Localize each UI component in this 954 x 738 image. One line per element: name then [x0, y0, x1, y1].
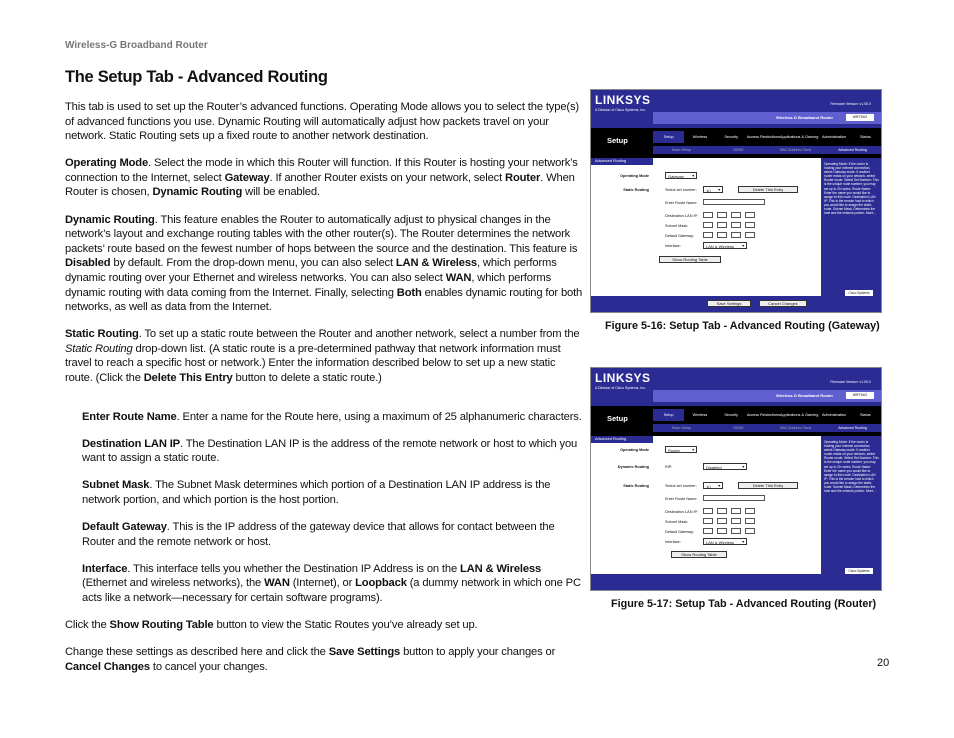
rip-select[interactable]: Disabled ▼: [703, 463, 747, 470]
cisco-logo: Cisco Systems: [845, 290, 873, 296]
screenshot-gateway: [590, 89, 882, 313]
page-title: The Setup Tab - Advanced Routing: [65, 68, 328, 86]
tab-wireless[interactable]: Wireless: [692, 413, 708, 417]
linksys-logo: LINKSYS: [595, 371, 651, 385]
dynamic-routing-paragraph: Dynamic Routing. This feature enables the Router to automatically adjust to physical changes in the network’s layout and exchange routing tables with the other router(s). The Router determines the network packets’ route based on the fewest number of hops between the source and the destination. This feature is Disabled by default. From the drop-down menu, you can also select LAN & Wireless, which performs dynamic routing over your Ethernet and wireless networks. You can also select WAN, which performs dynamic routing with data coming from the Internet. Finally, selecting Both enables dynamic routing for both networks, as well as data from the Internet.: [65, 213, 583, 314]
label-gateway: Default Gateway:: [665, 234, 695, 238]
tab-status[interactable]: Status: [859, 135, 871, 139]
tab-status[interactable]: Status: [859, 413, 871, 417]
show-routing-table-button[interactable]: Show Routing Table: [659, 256, 721, 263]
logo-subtitle: A Division of Cisco Systems, Inc.: [595, 108, 646, 112]
tab-setup[interactable]: Setup: [653, 131, 684, 143]
main-tabs: [653, 409, 881, 421]
subnet-octet[interactable]: [731, 518, 741, 524]
label-interface: Interface:: [665, 540, 681, 544]
help-text: Operating Mode: If the router is hosting your Internet connection, select Gateway mode. If another router exists on your network, select Router mode. Select Set Number: This is the unique route number, you may set up to 20 routes. Route Name: Enter the name you would like to assign to this route. Destination LAN IP: This is the remote host to which you would like to assign the static route. Subnet Mask: Determines the host and the network portion. More...: [824, 162, 879, 216]
route-name-input[interactable]: [703, 199, 765, 205]
dest-ip-octet[interactable]: [717, 508, 727, 514]
intro-paragraph: This tab is used to set up the Router’s advanced functions. Operating Mode allows you to select the type(s) of advanced functions you use. Dynamic Routing will automatically adjust how packets travel on your network. Static Routing sets up a fixed route to another network destination.: [65, 101, 579, 143]
label-interface: Interface:: [665, 244, 681, 248]
tab-wireless[interactable]: Wireless: [692, 135, 708, 139]
dest-ip-octet[interactable]: [703, 212, 713, 218]
subnet-octet[interactable]: [717, 518, 727, 524]
set-number-select[interactable]: 1() ▼: [703, 186, 723, 193]
linksys-logo: LINKSYS: [595, 93, 651, 107]
subtab-ddns[interactable]: DDNS: [733, 148, 744, 152]
change-settings-paragraph: Change these settings as described here and click the Save Settings button to apply your changes or Cancel Changes to cancel your changes.: [65, 646, 556, 673]
subnet-octet[interactable]: [703, 222, 713, 228]
destination-ip-paragraph: Destination LAN IP. The Destination LAN IP is the address of the remote network or host to which you want to assign a static route.: [82, 437, 578, 465]
tab-apps[interactable]: Applications & Gaming: [779, 413, 819, 417]
interface-paragraph: Interface. This interface tells you whether the Destination IP Address is on the LAN & Wireless (Ethernet and wireless networks), the WAN (Internet), or Loopback (a dummy network in which one PC acts like a network—necessary for certain software programs).: [82, 562, 581, 604]
delete-entry-button[interactable]: Delete This Entry: [738, 186, 798, 193]
help-text: Operating Mode: If the router is hosting your Internet connection, select Gateway mode. If another router exists on your network, select Router mode. Select Set Number: This is the unique route number, you may set up to 20 routes. Route Name: Enter the name you would like to assign to this route. Destination LAN IP: This is the remote host to which you would like to assign the static route. Subnet Mask: Determines the host and the network portion. More...: [824, 440, 879, 494]
tab-security[interactable]: Security: [724, 135, 739, 139]
gateway-octet[interactable]: [717, 528, 727, 534]
dest-ip-octet[interactable]: [731, 508, 741, 514]
subtab-advanced[interactable]: Advanced Routing: [838, 426, 867, 430]
tab-access[interactable]: Access Restrictions: [746, 135, 780, 139]
subnet-octet[interactable]: [703, 518, 713, 524]
subtab-basic[interactable]: Basic Setup: [672, 426, 691, 430]
label-gateway: Default Gateway:: [665, 530, 695, 534]
label-route-name: Enter Route Name:: [665, 497, 698, 501]
label-operating-mode: Operating Mode: [620, 174, 649, 178]
label-set-number: Select set number:: [665, 484, 697, 488]
tab-access[interactable]: Access Restrictions: [746, 413, 780, 417]
interface-select[interactable]: LAN & Wireless ▼: [703, 242, 747, 249]
gateway-octet[interactable]: [703, 232, 713, 238]
subnet-mask-paragraph: Subnet Mask. The Subnet Mask determines which portion of a Destination LAN IP address is the network portion, and which portion is the host portion.: [82, 479, 551, 506]
tab-admin[interactable]: Administration: [822, 135, 847, 139]
section-title: Setup: [607, 414, 628, 423]
model-badge: WRT54G: [846, 392, 874, 399]
label-dest-ip: Destination LAN IP:: [665, 214, 699, 218]
default-gateway-paragraph: Default Gateway. This is the IP address of the gateway device that allows for contact between the Router and the remote network or host.: [82, 521, 555, 548]
dest-ip-octet[interactable]: [703, 508, 713, 514]
label-subnet: Subnet Mask:: [665, 520, 689, 524]
dest-ip-octet[interactable]: [731, 212, 741, 218]
body-text: [65, 100, 585, 687]
dest-ip-octet[interactable]: [745, 212, 755, 218]
subnet-octet[interactable]: [717, 222, 727, 228]
subtab-basic[interactable]: Basic Setup: [672, 148, 691, 152]
screenshot-router: [590, 367, 882, 591]
label-dynamic-routing: Dynamic Routing: [617, 465, 649, 469]
left-title: Advanced Routing: [591, 158, 653, 165]
static-routing-paragraph: Static Routing. To set up a static route between the Router and another network, select a number from the Static Routing drop-down list. (A static route is a pre-determined pathway that network information must travel to reach a specific host or network.) Enter the information described below to set up a new static route. (Click the Delete This Entry button to delete a static route.): [65, 328, 580, 384]
cancel-changes-button[interactable]: Cancel Changes: [759, 300, 807, 307]
firmware-version: Firmware Version: v1.00.0: [830, 380, 871, 384]
subtab-mac[interactable]: MAC Address Clone: [779, 426, 812, 430]
interface-select[interactable]: LAN & Wireless ▼: [703, 538, 747, 545]
operating-mode-select[interactable]: Router ▼: [665, 446, 697, 453]
operating-mode-paragraph: Operating Mode. Select the mode in which this Router will function. If this Router is hosting your network’s connection to the Internet, select Gateway. If another Router exists on your network, select Router. When Router is chosen, Dynamic Routing will be enabled.: [65, 157, 578, 199]
gateway-octet[interactable]: [745, 528, 755, 534]
gateway-octet[interactable]: [731, 528, 741, 534]
subnet-octet[interactable]: [731, 222, 741, 228]
cisco-logo: Cisco Systems: [845, 568, 873, 574]
label-static-routing: Static Routing: [623, 188, 649, 192]
main-tabs: [653, 131, 881, 143]
label-operating-mode: Operating Mode: [620, 448, 649, 452]
label-set-number: Select set number:: [665, 188, 697, 192]
tab-setup[interactable]: Setup: [653, 409, 684, 421]
set-number-select[interactable]: 1() ▼: [703, 482, 723, 489]
subtab-advanced[interactable]: Advanced Routing: [838, 148, 867, 152]
page-number: 20: [877, 657, 890, 669]
subtab-mac[interactable]: MAC Address Clone: [779, 148, 812, 152]
product-name: Wireless-G Broadband Router: [776, 393, 834, 398]
tab-security[interactable]: Security: [724, 413, 739, 417]
sub-tabs: [653, 424, 881, 432]
subtab-ddns[interactable]: DDNS: [733, 426, 744, 430]
tab-admin[interactable]: Administration: [822, 413, 847, 417]
label-static-routing: Static Routing: [623, 484, 649, 488]
section-title: Setup: [607, 136, 628, 145]
label-subnet: Subnet Mask:: [665, 224, 689, 228]
tab-apps[interactable]: Applications & Gaming: [779, 135, 819, 139]
dest-ip-octet[interactable]: [745, 508, 755, 514]
firmware-version: Firmware Version: v1.00.0: [830, 102, 871, 106]
show-routing-table-button[interactable]: Show Routing Table: [671, 551, 727, 558]
label-dest-ip: Destination LAN IP:: [665, 510, 699, 514]
model-badge: WRT54G: [846, 114, 874, 121]
gateway-octet[interactable]: [731, 232, 741, 238]
gateway-octet[interactable]: [703, 528, 713, 534]
subnet-octet[interactable]: [745, 518, 755, 524]
save-settings-button[interactable]: Save Settings: [707, 300, 751, 307]
gateway-octet[interactable]: [745, 232, 755, 238]
left-title: Advanced Routing: [591, 436, 653, 443]
logo-subtitle: A Division of Cisco Systems, Inc.: [595, 386, 646, 390]
delete-entry-button[interactable]: Delete This Entry: [738, 482, 798, 489]
product-name: Wireless-G Broadband Router: [776, 115, 834, 120]
label-route-name: Enter Route Name:: [665, 201, 698, 205]
figure-caption-1: Figure 5-16: Setup Tab - Advanced Routing (Gateway): [605, 320, 880, 332]
show-routing-paragraph: Click the Show Routing Table button to view the Static Routes you’ve already set up.: [65, 619, 478, 632]
running-header: Wireless-G Broadband Router: [65, 40, 208, 51]
operating-mode-select[interactable]: Gateway ▼: [665, 172, 697, 179]
dest-ip-octet[interactable]: [717, 212, 727, 218]
figure-caption-2: Figure 5-17: Setup Tab - Advanced Routing (Router): [611, 598, 877, 610]
route-name-input[interactable]: [703, 495, 765, 501]
sub-tabs: [653, 146, 881, 154]
label-rip: RIP:: [665, 465, 673, 469]
subnet-octet[interactable]: [745, 222, 755, 228]
gateway-octet[interactable]: [717, 232, 727, 238]
route-name-paragraph: Enter Route Name. Enter a name for the Route here, using a maximum of 25 alphanumeric characters.: [82, 410, 582, 423]
